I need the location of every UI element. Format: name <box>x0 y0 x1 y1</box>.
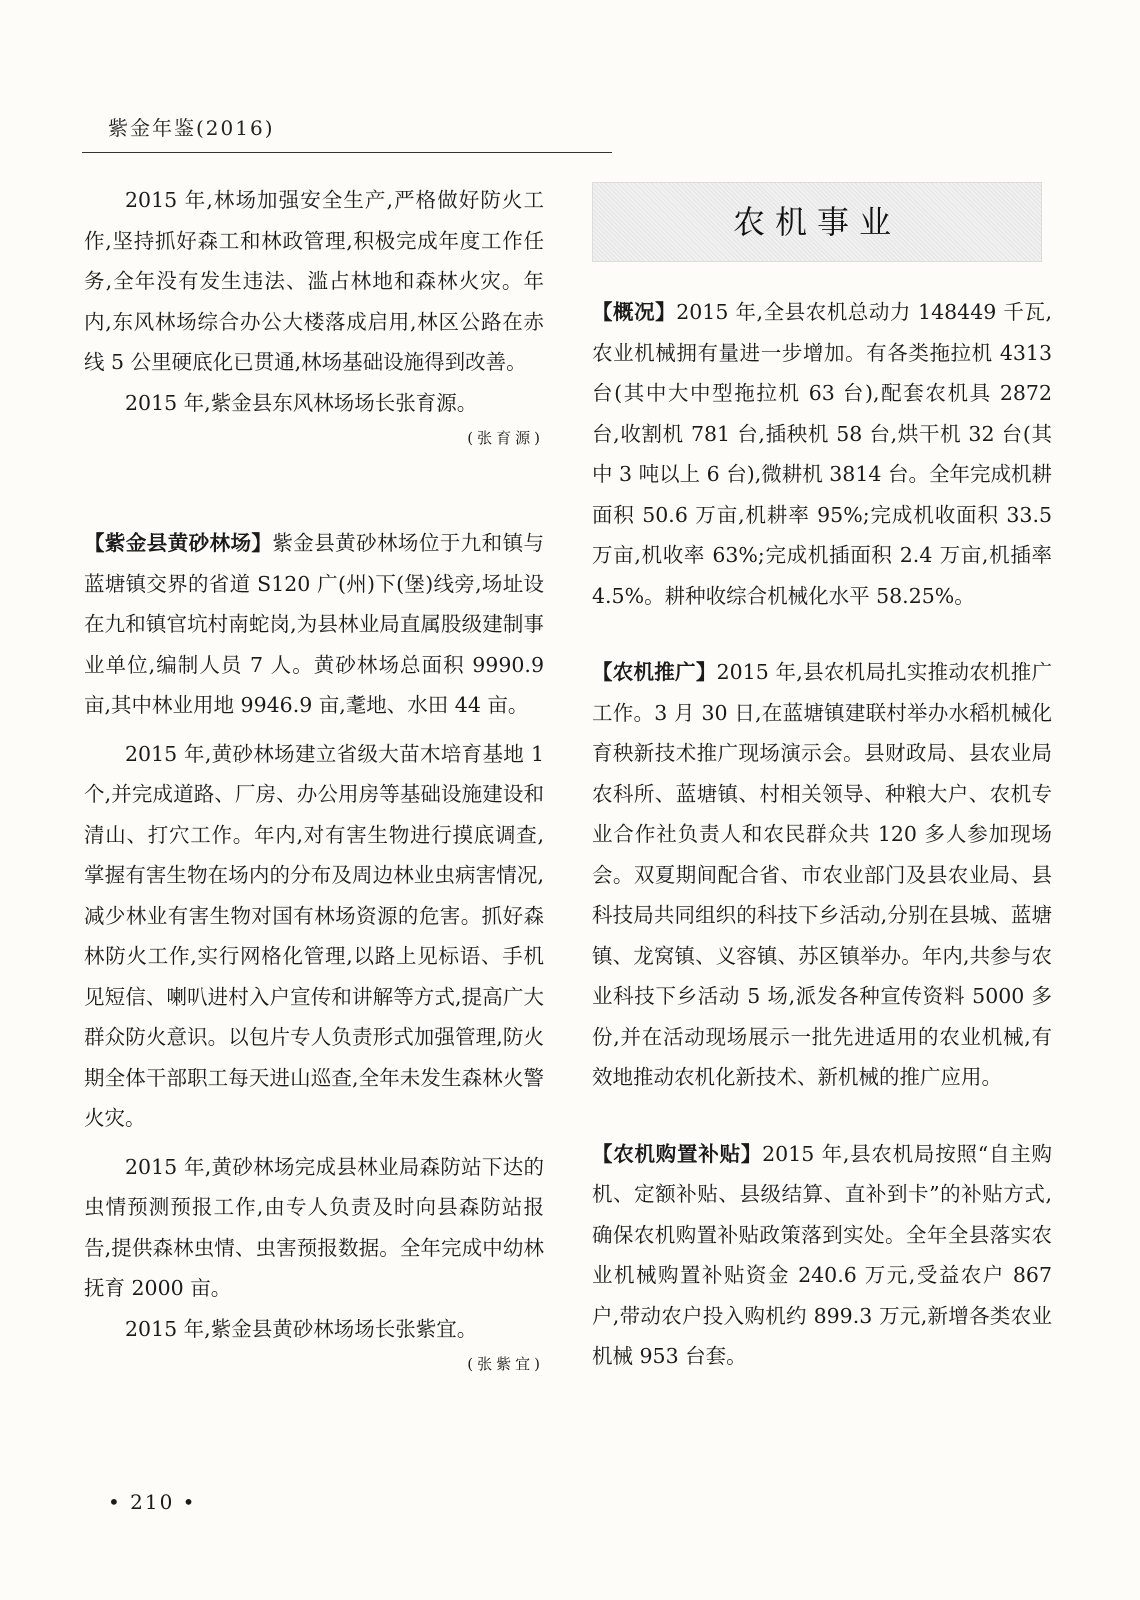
spacer <box>84 487 544 523</box>
left-column <box>84 180 544 1413</box>
section-title: 农机事业 <box>732 202 901 241</box>
header-rule <box>82 152 612 153</box>
paragraph: 2015 年,黄砂林场建立省级大苗木培育基地 1 个,并完成道路、厂房、办公用房等基础设施建设和清山、打穴工作。年内,对有害生物进行摸底调查,掌握有害生物在场内的分布及周边林业虫病害情况,减少林业有害生物对国有林场资源的危害。抓好森林防火工作,实行网格化管理,以路上见标语、手机见短信、喇叭进村入户宣传和讲解等方式,提高广大群众防火意识。以包片专人负责形式加强管理,防火期全体干部职工每天进山巡查,全年未发生森林火警火灾。 <box>84 741 544 1130</box>
entry-huangsha-forest-farm <box>84 523 544 726</box>
entry-purchase-subsidy <box>592 1134 1052 1377</box>
paragraph: 2015 年,紫金县黄砂林场场长张紫宜。 <box>125 1316 478 1341</box>
running-head: 紫金年鉴(2016) <box>108 116 275 140</box>
entry-tag: 【农机推广】 <box>592 660 717 684</box>
entry-overview <box>592 292 1052 616</box>
spacer <box>84 726 544 734</box>
paragraph: 2015 年,紫金县东风林场场长张育源。 <box>125 390 478 415</box>
spacer <box>592 616 1052 652</box>
entry-machinery-promotion <box>592 652 1052 1098</box>
paragraph: 2015 年,林场加强安全生产,严格做好防火工作,坚持抓好森工和林政管理,积极完成年度工作任务,全年没有发生违法、滥占林地和森林火灾。年内,东风林场综合办公大楼落成启用,林区公路在赤线 5 公里硬底化已贯通,林场基础设施得到改善。 <box>84 188 544 374</box>
entry-body: 2015 年,全县农机总动力 148449 千瓦,农业机械拥有量进一步增加。有各类拖拉机 4313 台(其中大中型拖拉机 63 台),配套农机具 2872 台,收割机 781 台,插秧机 58 台,烘干机 32 台(其中 3 吨以上 6 台),微耕机 3814 台。全年完成机耕面积 50.6 万亩,机耕率 95%;完成机收面积 33.5 万亩,机收率 63%;完成机插面积 2.4 万亩,机插率 4.5%。耕种收综合机械化水平 58.25%。 <box>592 300 1052 608</box>
author-credit: (张育源) <box>467 429 544 447</box>
author-credit: (张紫宜) <box>467 1355 544 1373</box>
entry-body: 紫金县黄砂林场位于九和镇与蓝塘镇交界的省道 S120 广(州)下(堡)线旁,场址设在九和镇官坑村南蛇岗,为县林业局直属股级建制事业单位,编制人员 7 人。黄砂林场总面积 9990.9 亩,其中林业用地 9946.9 亩,耄地、水田 44 亩。 <box>84 531 545 717</box>
paragraph: 2015 年,黄砂林场完成县林业局森防站下达的虫情预测预报工作,由专人负责及时向县森防站报告,提供森林虫情、虫害预报数据。全年完成中幼林抚育 2000 亩。 <box>84 1154 544 1300</box>
right-column <box>592 182 1052 1377</box>
entry-tag: 【紫金县黄砂林场】 <box>84 531 273 555</box>
section-banner <box>592 182 1042 262</box>
spacer <box>84 1139 544 1147</box>
spacer <box>592 1098 1052 1134</box>
page-number: • 210 • <box>108 1490 197 1514</box>
entry-body: 2015 年,县农机局按照“自主购机、定额补贴、县级结算、直补到卡”的补贴方式,确保农机购置补贴政策落到实处。全年全县落实农业机械购置补贴资金 240.6 万元,受益农户 867 户,带动农户投入购机约 899.3 万元,新增各类农业机械 953 台套。 <box>592 1141 1052 1368</box>
entry-body: 2015 年,县农机局扎实推动农机推广工作。3 月 30 日,在蓝塘镇建联村举办水稻机械化育秧新技术推广现场演示会。县财政局、县农业局农科所、蓝塘镇、村相关领导、种粮大户、农机专业合作社负责人和农民群众共 120 多人参加现场会。双夏期间配合省、市农业部门及县农业局、县科技局共同组织的科技下乡活动,分别在县城、蓝塘镇、龙窝镇、义容镇、苏区镇举办。年内,共参与农业科技下乡活动 5 场,派发各种宣传资料 5000 多份,并在活动现场展示一批先进适用的农业机械,有效地推动农机化新技术、新机械的推广应用。 <box>592 660 1053 1089</box>
entry-tag: 【农机购置补贴】 <box>592 1141 763 1166</box>
entry-tag: 【概况】 <box>592 300 677 324</box>
